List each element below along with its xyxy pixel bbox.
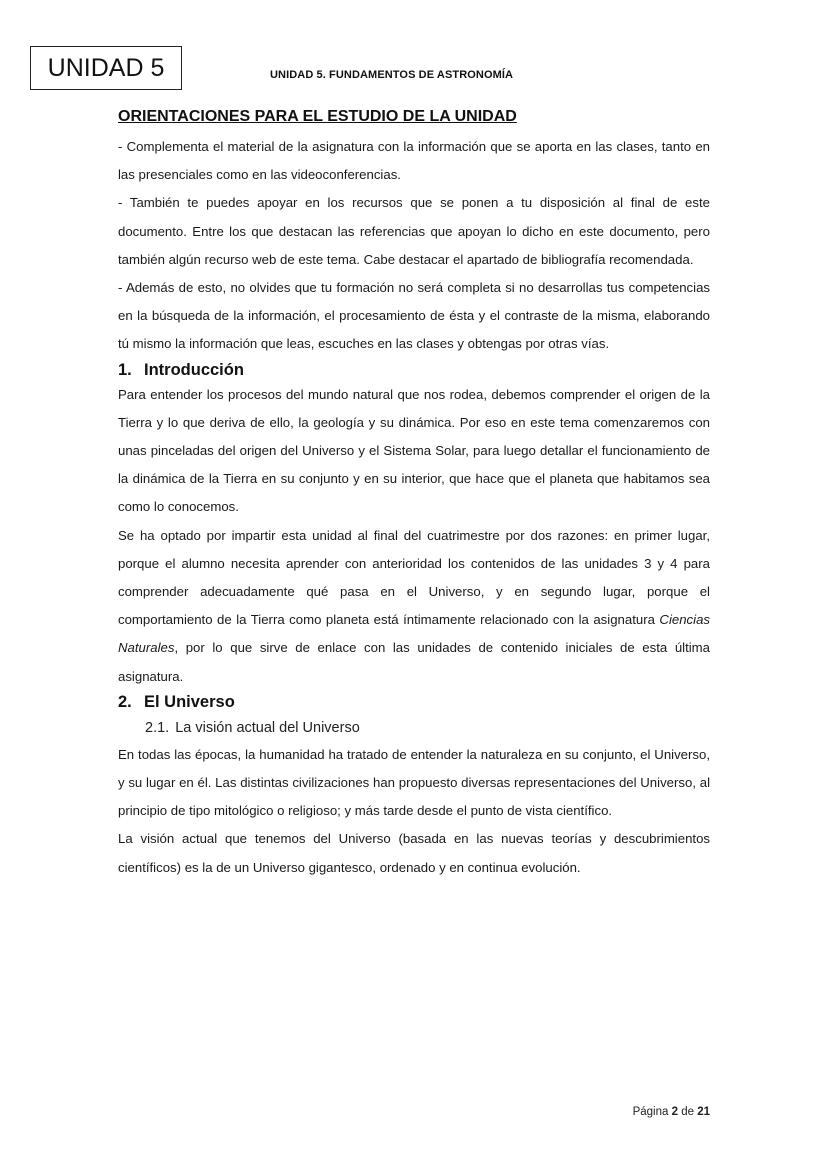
section-heading-introduccion xyxy=(118,359,710,381)
section-number: 1. xyxy=(118,360,132,379)
footer-of: de xyxy=(681,1106,694,1118)
unit-label: UNIDAD 5 xyxy=(47,54,165,82)
section-number: 2. xyxy=(118,692,132,711)
orientaciones-paragraph-2: - También te puedes apoyar en los recursos que se ponen a tu disposición al final de este documento. Entre los que destacan las referencias que apoyan lo dicho en este documento, pero también algún recurso web de este tema. Cabe destacar el apartado de bibliografía recomendada. xyxy=(118,195,710,267)
subsection-number: 2.1. xyxy=(145,719,170,736)
section-title: El Universo xyxy=(144,692,235,711)
subsection-heading-vision-actual xyxy=(145,717,710,739)
document-body xyxy=(118,107,710,882)
footer-current-page: 2 xyxy=(671,1106,678,1118)
footer-total-pages: 21 xyxy=(697,1106,710,1118)
running-header: UNIDAD 5. FUNDAMENTOS DE ASTRONOMÍA xyxy=(270,69,514,81)
introduccion-p2-text-a: Se ha optado por impartir esta unidad al final del cuatrimestre por dos razones: en primer lugar, porque el alumno necesita aprender con anterioridad los contenidos de las unidades 3 y 4 para comprender adecuadamente qué pasa en el Universo, y en segundo lugar, porque el comportamiento de la Tierra como planeta está íntimamente relacionado con la asignatura xyxy=(118,527,710,628)
orientaciones-title: ORIENTACIONES PARA EL ESTUDIO DE LA UNIDAD xyxy=(118,108,517,125)
introduccion-p2-text-b: , por lo que sirve de enlace con las unidades de contenido iniciales de esta última asignatura. xyxy=(118,640,710,684)
introduccion-paragraph-2 xyxy=(118,522,710,691)
section-heading-universo xyxy=(118,691,710,713)
orientaciones-paragraph-1: - Complementa el material de la asignatura con la información que se aporta en las clases, tanto en las presenciales como en las videoconferencias. xyxy=(118,139,710,183)
universo-paragraph-1: En todas las épocas, la humanidad ha tratado de entender la naturaleza en su conjunto, el Universo, y su lugar en él. Las distintas civilizaciones han propuesto diversas representaciones del Universo, al principio de tipo mitológico o religioso; y más tarde desde el punto de vista científico. xyxy=(118,746,710,819)
orientaciones-paragraph-3: - Además de esto, no olvides que tu formación no será completa si no desarrollas tus competencias en la búsqueda de la información, el procesamiento de ésta y el contraste de la misma, elaborando tú mismo la información que leas, escuches en las clases y obtengas por otras vías. xyxy=(118,280,710,352)
asignatura-name: Ciencias Naturales xyxy=(118,612,710,656)
universo-paragraph-2: La visión actual que tenemos del Universo (basada en las nuevas teorías y descubrimientos científicos) es la de un Universo gigantesco, ordenado y en continua evolución. xyxy=(118,831,710,875)
unit-label-box xyxy=(30,46,182,90)
section-title: Introducción xyxy=(144,360,244,379)
page-number-footer xyxy=(633,1106,710,1118)
footer-label: Página xyxy=(632,1106,669,1118)
introduccion-paragraph-1: Para entender los procesos del mundo natural que nos rodea, debemos comprender el origen de la Tierra y lo que deriva de ello, la geología y su dinámica. Por eso en este tema comenzaremos con unas pinceladas del origen del Universo y el Sistema Solar, para luego detallar el funcionamiento de la dinámica de la Tierra en su conjunto y en su interior, que hace que el planeta que habitamos sea como lo conocemos. xyxy=(118,386,710,515)
subsection-title: La visión actual del Universo xyxy=(175,719,360,736)
